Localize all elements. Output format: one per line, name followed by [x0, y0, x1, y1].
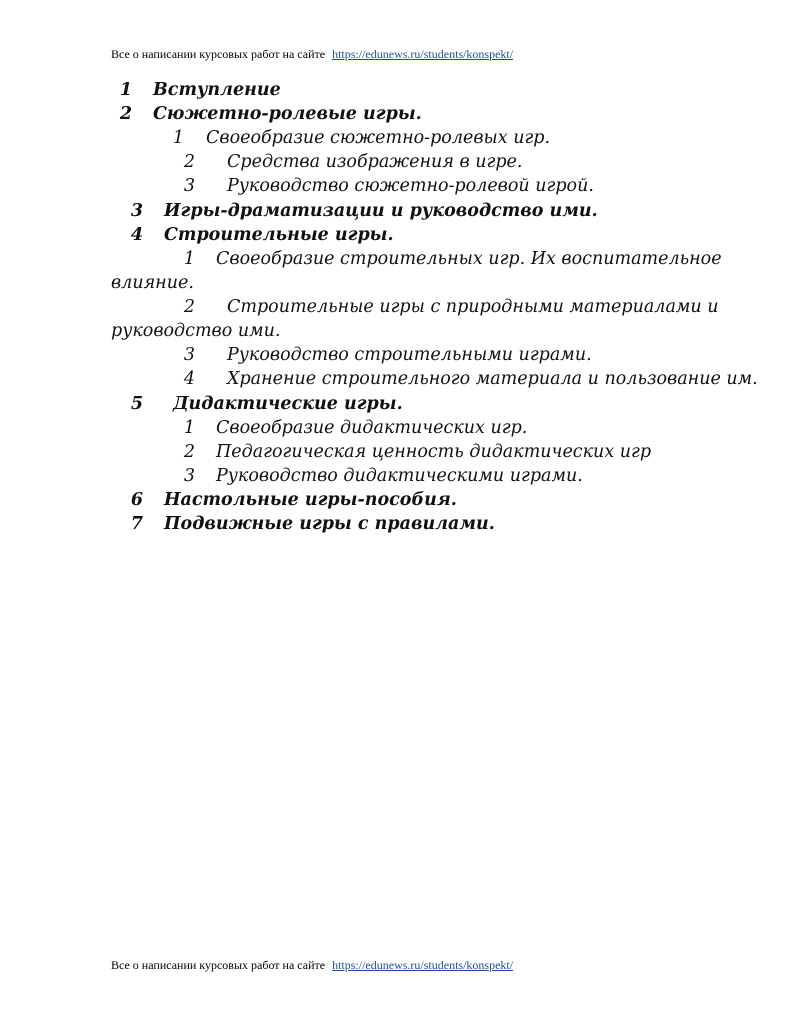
toc-number: 3 — [183, 345, 195, 365]
toc-number: 3 — [183, 466, 195, 486]
footer-text: Все о написании курсовых работ на сайте — [111, 958, 326, 972]
page-footer — [111, 958, 513, 973]
toc-text: Педагогическая ценность дидактических игр — [216, 442, 652, 462]
toc-number: 3 — [183, 176, 195, 196]
toc-text: Своеобразие строительных игр. Их воспитательное — [216, 249, 722, 269]
toc-text: Подвижные игры с правилами. — [164, 514, 495, 534]
header-text: Все о написании курсовых работ на сайте — [111, 47, 326, 61]
toc-number: 2 — [183, 297, 195, 317]
toc-continuation: руководство ими. — [111, 321, 281, 341]
toc-number: 4 — [130, 225, 143, 245]
toc-number: 7 — [130, 514, 143, 534]
toc-number: 6 — [130, 490, 143, 510]
toc-text: Настольные игры-пособия. — [164, 490, 457, 510]
toc-text: Игры-драматизации и руководство ими. — [164, 201, 598, 221]
toc-text: Дидактические игры. — [173, 394, 403, 414]
toc-number: 1 — [183, 249, 195, 269]
footer-link[interactable]: https://edunews.ru/students/konspekt/ — [332, 958, 514, 972]
toc-text: Своеобразие дидактических игр. — [216, 418, 528, 438]
toc-text: Средства изображения в игре. — [227, 152, 523, 172]
toc-number: 1 — [172, 128, 184, 148]
toc-text: Сюжетно-ролевые игры. — [153, 104, 422, 124]
toc-text: Хранение строительного материала и пользование им. — [227, 369, 758, 389]
toc-text: Вступление — [153, 80, 281, 100]
toc-number: 5 — [130, 394, 143, 414]
toc-text: Строительные игры. — [164, 225, 394, 245]
header-link[interactable]: https://edunews.ru/students/konspekt/ — [332, 47, 514, 61]
toc-number: 2 — [183, 442, 195, 462]
toc-number: 2 — [119, 104, 132, 124]
toc-text: Руководство сюжетно-ролевой игрой. — [227, 176, 594, 196]
toc-continuation: влияние. — [111, 273, 194, 293]
page-header — [111, 47, 513, 62]
toc-number: 3 — [130, 201, 143, 221]
toc-text: Своеобразие сюжетно-ролевых игр. — [206, 128, 551, 148]
toc-text: Руководство строительными играми. — [227, 345, 592, 365]
toc-number: 1 — [119, 80, 132, 100]
toc-number: 2 — [183, 152, 195, 172]
toc-number: 1 — [183, 418, 195, 438]
toc-text: Руководство дидактическими играми. — [216, 466, 583, 486]
toc-number: 4 — [183, 369, 195, 389]
toc-text: Строительные игры с природными материалами и — [227, 297, 719, 317]
